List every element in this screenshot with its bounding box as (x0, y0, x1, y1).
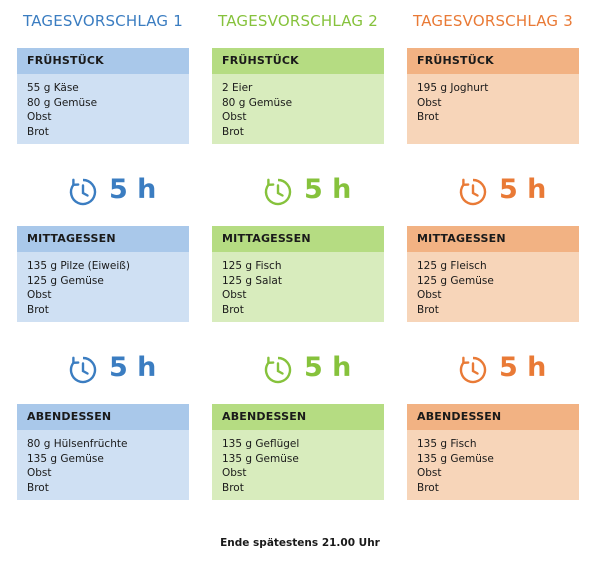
stopwatch-icon (457, 176, 489, 208)
column-title: TAGESVORSCHLAG 3 (413, 12, 573, 30)
meal-item: Brot (27, 303, 49, 316)
meal-box-dinner (17, 404, 189, 500)
meal-item: Obst (27, 289, 52, 302)
meal-item: 125 g Salat (222, 274, 282, 287)
stopwatch-icon (262, 354, 294, 386)
fasting-hours: 5 h (304, 352, 352, 383)
meal-item: Obst (27, 467, 52, 480)
meal-item: 125 g Gemüse (27, 274, 104, 287)
meal-box-dinner (212, 404, 384, 500)
meal-item: 125 g Fleisch (417, 260, 487, 272)
meal-item: 55 g Käse (27, 82, 79, 94)
meal-items (407, 430, 579, 495)
meal-box-lunch (407, 226, 579, 322)
fasting-interval (17, 172, 189, 212)
fasting-interval (407, 350, 579, 390)
stopwatch-icon (67, 176, 99, 208)
meal-label: ABENDESSEN (407, 404, 579, 430)
meal-items (17, 252, 189, 317)
meal-item: 195 g Joghurt (417, 82, 489, 94)
meal-label: FRÜHSTÜCK (407, 48, 579, 74)
meal-item: 2 Eier (222, 82, 253, 94)
meal-item: 135 g Gemüse (417, 452, 494, 465)
meal-item: Brot (417, 481, 439, 494)
meal-item: 80 g Gemüse (27, 96, 98, 109)
meal-item: 135 g Gemüse (27, 452, 104, 465)
stopwatch-icon (67, 354, 99, 386)
fasting-interval (17, 350, 189, 390)
meal-label: ABENDESSEN (17, 404, 189, 430)
meal-item: 125 g Gemüse (417, 274, 494, 287)
meal-item: Brot (417, 303, 439, 316)
fasting-interval (212, 172, 384, 212)
meal-item: Brot (417, 111, 439, 124)
fasting-hours: 5 h (109, 352, 157, 383)
meal-label: FRÜHSTÜCK (17, 48, 189, 74)
meal-items (212, 252, 384, 317)
meal-item: Obst (417, 467, 442, 480)
meal-box-dinner (407, 404, 579, 500)
fasting-hours: 5 h (499, 352, 547, 383)
meal-item: Obst (222, 467, 247, 480)
meal-item: Obst (222, 289, 247, 302)
meal-items (17, 430, 189, 495)
stopwatch-icon (262, 176, 294, 208)
meal-items (212, 430, 384, 495)
meal-items (407, 252, 579, 317)
meal-item: Obst (417, 96, 442, 109)
meal-label: MITTAGESSEN (407, 226, 579, 252)
meal-item: 135 g Gemüse (222, 452, 299, 465)
meal-box-breakfast (407, 48, 579, 144)
meal-item: Obst (222, 111, 247, 124)
meal-label: MITTAGESSEN (212, 226, 384, 252)
meal-item: Brot (27, 481, 49, 494)
fasting-interval (212, 350, 384, 390)
fasting-hours: 5 h (109, 174, 157, 205)
meal-item: 125 g Fisch (222, 260, 282, 272)
meal-label: ABENDESSEN (212, 404, 384, 430)
meal-item: Brot (222, 303, 244, 316)
meal-items (17, 74, 189, 139)
meal-box-lunch (212, 226, 384, 322)
column-title: TAGESVORSCHLAG 2 (218, 12, 378, 30)
meal-item: 80 g Hülsenfrüchte (27, 438, 128, 450)
meal-label: FRÜHSTÜCK (212, 48, 384, 74)
meal-item: Obst (27, 111, 52, 124)
meal-item: Brot (222, 481, 244, 494)
meal-box-breakfast (212, 48, 384, 144)
meal-item: 135 g Pilze (Eiweiß) (27, 260, 130, 272)
column-title: TAGESVORSCHLAG 1 (23, 12, 183, 30)
meal-box-breakfast (17, 48, 189, 144)
meal-items (407, 74, 579, 125)
meal-item: Brot (222, 125, 244, 138)
meal-item: Brot (27, 125, 49, 138)
meal-item: Obst (417, 289, 442, 302)
fasting-hours: 5 h (304, 174, 352, 205)
fasting-hours: 5 h (499, 174, 547, 205)
stopwatch-icon (457, 354, 489, 386)
meal-item: 135 g Fisch (417, 438, 477, 450)
fasting-interval (407, 172, 579, 212)
meal-items (212, 74, 384, 139)
meal-item: 80 g Gemüse (222, 96, 293, 109)
meal-box-lunch (17, 226, 189, 322)
footer-note: Ende spätestens 21.00 Uhr (220, 537, 380, 549)
meal-item: 135 g Geflügel (222, 438, 300, 450)
meal-label: MITTAGESSEN (17, 226, 189, 252)
